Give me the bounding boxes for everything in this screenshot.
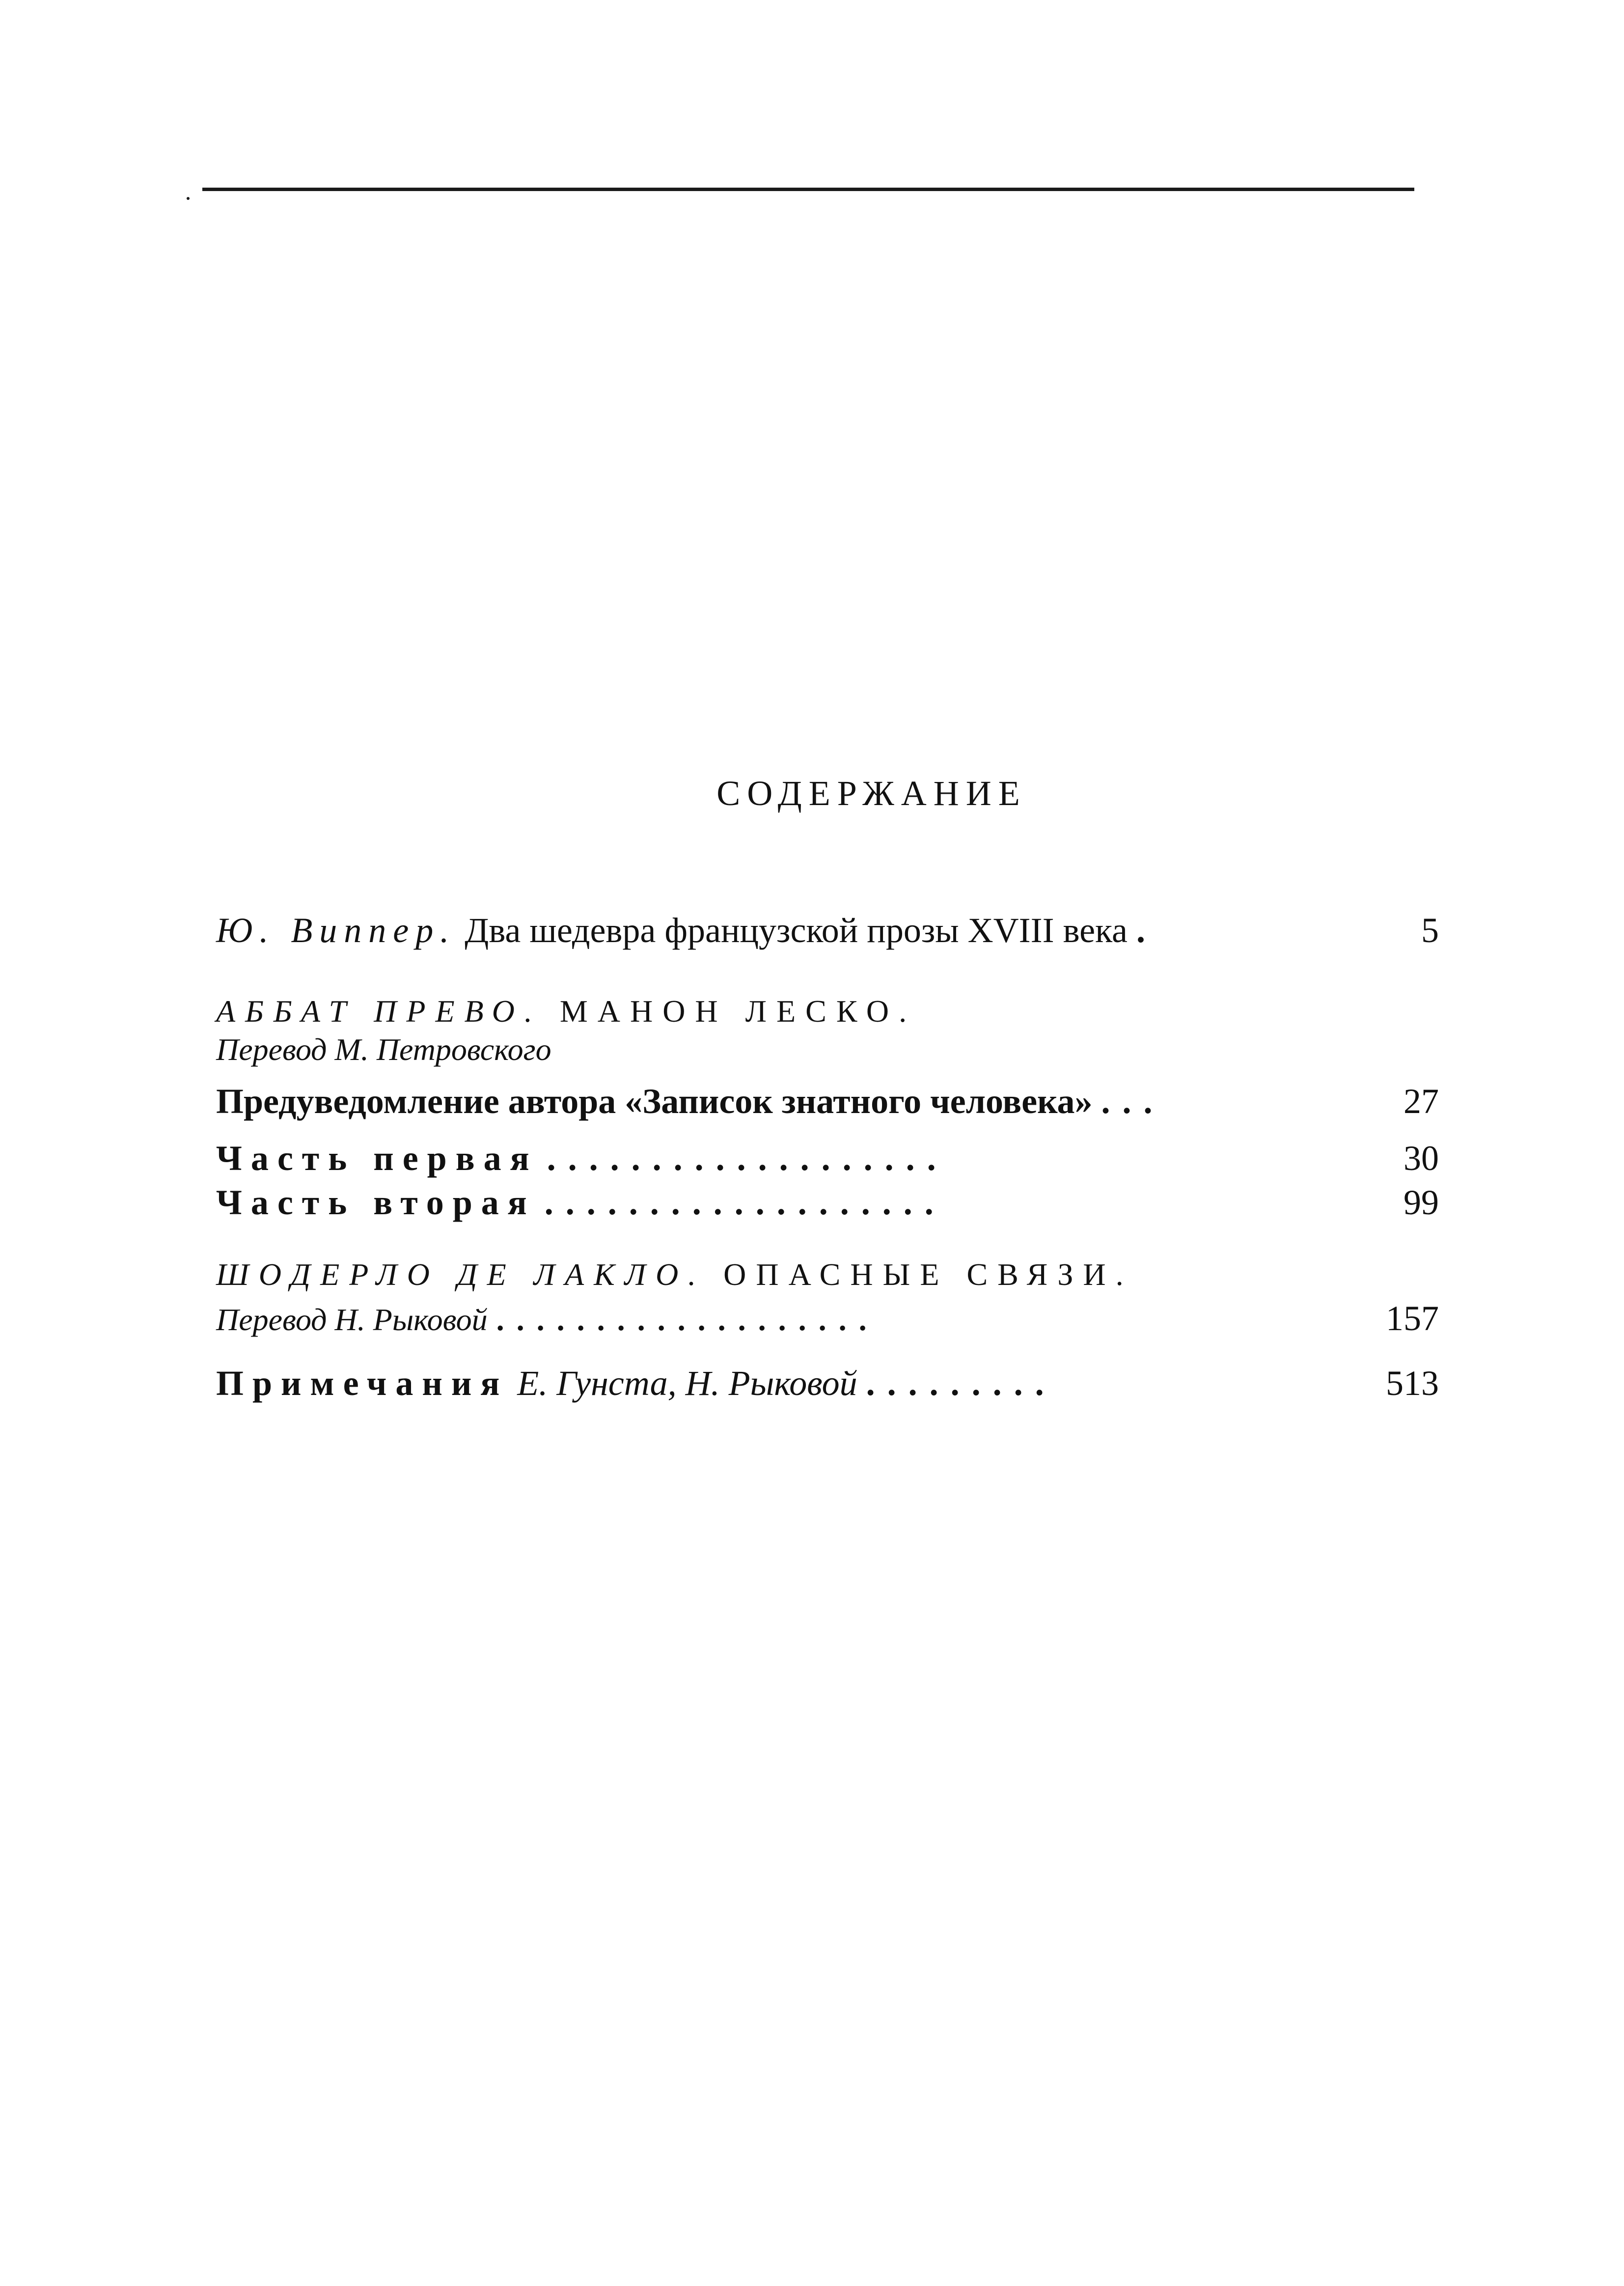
toc-entry-title xyxy=(216,913,1128,948)
section-author: АББАТ ПРЕВО. xyxy=(216,994,542,1029)
page-number: 513 xyxy=(1386,1364,1439,1403)
section-work: ОПАСНЫЕ СВЯЗИ. xyxy=(706,1257,1133,1292)
page-number: 30 xyxy=(1404,1139,1439,1178)
section-work: МАНОН ЛЕСКО. xyxy=(542,994,917,1029)
page-number: 5 xyxy=(1421,911,1439,950)
toc-entry-laclos[interactable] xyxy=(216,1301,1439,1336)
toc-heading: СОДЕРЖАНИЕ xyxy=(716,774,1027,813)
entry-title: Два шедевра французской прозы XVIII века xyxy=(456,911,1128,950)
dot-leader: ......... xyxy=(866,1366,1056,1401)
section-header-prevost xyxy=(216,993,916,1030)
dot-leader: ... xyxy=(1101,1084,1165,1119)
section-header-laclos xyxy=(216,1256,1133,1293)
entry-title: Часть первая xyxy=(216,1139,538,1178)
page-number: 27 xyxy=(1404,1082,1439,1121)
toc-entry-preface[interactable] xyxy=(216,1084,1439,1119)
entry-title: Предуведомление автора «Записок знатного человека» xyxy=(216,1082,1093,1121)
entry-author: Ю. Виппер. xyxy=(216,911,456,950)
section-translator: Перевод М. Петровского xyxy=(216,1032,551,1067)
section-translator: Перевод Н. Рыковой xyxy=(216,1302,488,1337)
entry-title: Часть вторая xyxy=(216,1183,536,1222)
entry-title xyxy=(216,1366,857,1401)
section-author: ШОДЕРЛО ДЕ ЛАКЛО. xyxy=(216,1257,706,1292)
dot-leader: ................... xyxy=(544,1185,946,1220)
dot-leader: ................... xyxy=(547,1141,948,1176)
dot-leader: ................... xyxy=(496,1304,879,1336)
notes-authors: Е. Гунста, Н. Рыковой xyxy=(508,1364,857,1403)
dot-leader: . xyxy=(1136,913,1157,948)
rule-mark xyxy=(187,197,190,200)
toc-entry-vipper[interactable] xyxy=(216,913,1439,948)
notes-label: Примечания xyxy=(216,1364,509,1403)
toc-entry-part-one[interactable] xyxy=(216,1141,1439,1176)
page-number: 157 xyxy=(1386,1299,1439,1338)
toc-entry-notes[interactable] xyxy=(216,1366,1439,1401)
page-number: 99 xyxy=(1404,1183,1439,1222)
top-rule xyxy=(202,188,1414,191)
toc-entry-part-two[interactable] xyxy=(216,1185,1439,1220)
